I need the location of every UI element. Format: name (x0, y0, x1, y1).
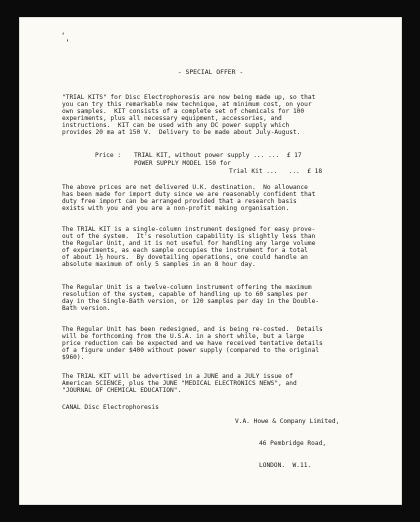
text-line: you can try this remarkable new technique, at minimum cost, on your (62, 101, 312, 109)
text-line: The TRIAL KIT is a single-column instrument designed for easy prove- (62, 226, 316, 233)
text-line: has been made for import duty since we are reasonably confident that (62, 191, 316, 199)
price-line: Trial Kit ... ... £ 18 (229, 168, 323, 175)
text-line: resolution of the system, capable of handling up to 60 samples per (62, 291, 308, 299)
footer-address (235, 404, 339, 483)
text-line: The TRIAL KIT will be advertised in a JUNE and a JULY issue of (62, 373, 293, 380)
text-line: will be forthcoming from the U.S.A. in a short while, but a large (62, 333, 305, 341)
price-line: TRIAL KIT, without power supply ... ... £ 17 (134, 152, 302, 159)
price-label: Price : (95, 152, 122, 159)
address-line: LONDON. W.11. (259, 461, 312, 469)
text-line: The Regular Unit is a twelve-column instrument offering the maximum (62, 284, 312, 291)
text-line: provides 20 ma at 150 V. Delivery to be made about July-August. (62, 129, 301, 137)
paragraph-redesign (62, 326, 387, 361)
text-line: price reduction can be expected and we have received tentative details (62, 340, 323, 348)
footer-left: CANAL Disc Electrophoresis (62, 404, 159, 411)
text-line: absolute maximum of only 5 samples in an 8 hour day. (62, 261, 256, 269)
text-line: "JOURNAL OF CHEMICAL EDUCATION". (62, 387, 182, 395)
page-mark: ‘ ’ (61, 32, 70, 47)
text-line: day in the Single-Bath version, or 120 samples per day in the Double- (62, 298, 320, 306)
text-line: "TRIAL KITS" for Disc Electrophoresis are now being made up, so that (62, 94, 316, 101)
paragraph-trial-kit (62, 226, 387, 269)
text-line: of experiments, as each sample occupies the instrument for a total (62, 247, 308, 255)
text-line: duty free import can be arranged provided that a research basis (62, 198, 297, 206)
text-line: experiments, plus all necessary equipment, accessories, and (62, 115, 282, 123)
text-line: $960). (62, 354, 85, 362)
text-line: of about 1½ hours. By dovetailing operations, one could handle an (62, 254, 308, 262)
paragraph-regular-unit (62, 284, 387, 312)
paragraph-prices-note (62, 184, 387, 212)
address-line: 46 Pembridge Road, (259, 440, 327, 448)
page-title: - SPECIAL OFFER - (177, 68, 244, 76)
paragraph-advertising (62, 373, 387, 394)
document-page (19, 17, 402, 505)
text-line: of a figure under $400 without power supply (compared to the original (62, 347, 320, 355)
text-line: the Regular Unit, and it is not useful for handling any large volume (62, 240, 316, 248)
paragraph-intro (62, 94, 387, 137)
address-line: V.A. Howe & Company Limited, (235, 418, 340, 426)
price-line: POWER SUPPLY MODEL 150 for (134, 160, 231, 167)
text-line: out of the system. It's resolution capability is slightly less than (62, 233, 316, 241)
text-line: own samples. KIT consists of a complete set of chemicals for 100 (62, 108, 305, 116)
text-line: The Regular Unit has been redesigned, and is being re-costed. Details (62, 326, 323, 333)
text-line: Bath version. (62, 305, 111, 313)
text-line: instructions. KIT can be used with any DC power supply which (62, 122, 290, 130)
text-line: exists with you and you are a non-profit making organisation. (62, 205, 290, 213)
text-line: The above prices are net delivered U.K. destination. No allowance (62, 184, 308, 191)
text-line: American SCIENCE, plus the JUNE "MEDICAL ELECTRONICS NEWS", and (62, 380, 297, 388)
